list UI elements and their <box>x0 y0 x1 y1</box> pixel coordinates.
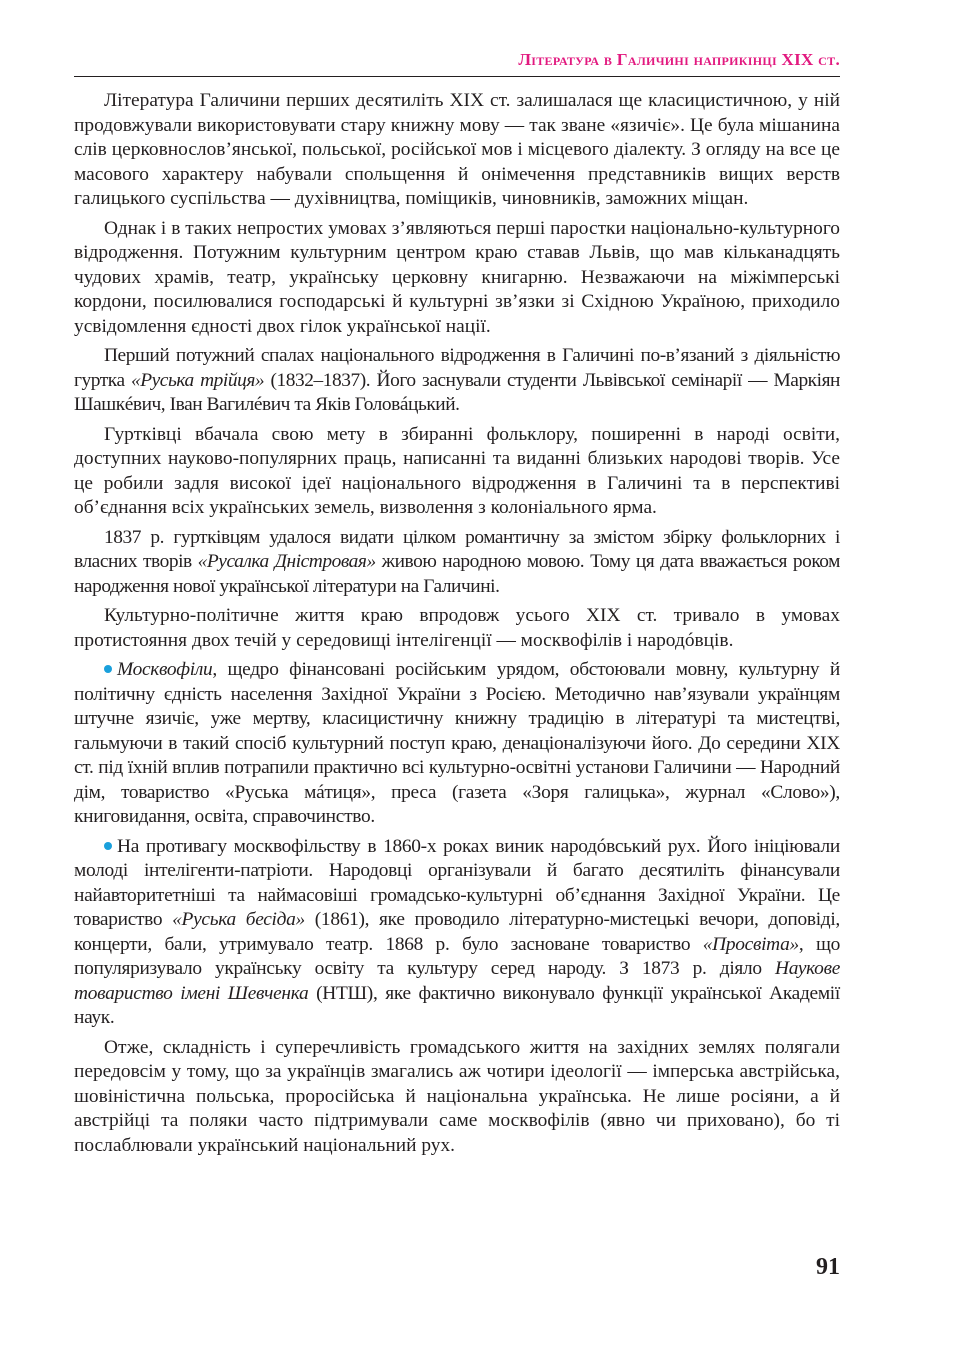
moskvofily-term: Москвофіли <box>117 659 213 680</box>
header-divider <box>74 76 840 77</box>
paragraph-3 <box>74 344 840 418</box>
page-body <box>74 89 840 1163</box>
paragraph-4: Гуртківці вбачала свою мету в збиранні фольклору, поширенні в народі освіти, доступних науково-популярних праць, написанні та виданні близьких народові творів. Усе це робили задля високої ідеї національного відродження в Галичині та в перспективі об’єднання всіх українських земель, визволення з колоніального ярма. <box>74 423 840 518</box>
paragraph-moskvofily <box>74 658 840 830</box>
paragraph-6: Культурно-політичне життя краю впродовж усього XIX ст. тривало в умовах протистояння двох течій у середовищі інтелігенції — москвофілів і народóвців. <box>74 605 840 651</box>
paragraph-1: Література Галичини перших десятиліть XIX ст. залишалася ще класицистичною, у ній продовжували використовувати стару книжну мову — так зване «язичіє». Це була мішанина слів церковнослов’янської, польської, російської мов і місцевого діалекту. З огляду на все це масового характеру набували спольщення й онімечення представників вищих верств галицького суспільства — духівництва, поміщиків, чиновників, заможних міщан. <box>74 90 840 209</box>
running-header: Література в Галичині наприкінці XIX ст. <box>518 50 840 69</box>
paragraph-5-text-end: живою народною мовою. Тому ця дата вважається роком народження нової української літератури на Галичині. <box>74 551 840 597</box>
bullet-icon <box>104 842 112 850</box>
paragraph-narodovtsi-text-mid2: , що популяризувало українську освіту та культуру серед народу. З 1873 р. діяло <box>74 933 841 979</box>
paragraph-moskvofily-text: , щедро фінансовані російським урядом, обстоювали мовну, культурну й політичну єдність населення Західної України з Росією. Методично нав’язували українцям штучне язичіє, уже мертву, класицистичну книжну традицію в літературі та мистецтві, гальмуючи в такий спосіб культурний поступ краю, денаціоналізуючи його. До середини XIX ст. під їхній вплив потрапили практично всі культурно-освітні установи Галичини — Народний дім, товариство «Руська мáтиця», преса (газета «Зоря галицька», журнал «Слово»), книговидання, освіта, справочинство. <box>74 659 840 827</box>
paragraph-narodovtsi-text-end: (НТШ), яке фактично виконувало функції української Академії наук. <box>74 982 840 1028</box>
prosvita-title: «Просвіта» <box>702 933 799 955</box>
paragraph-3-text: Перший потужний спалах національного відродження в Галичині по-в’язаний з діяльністю гуртка <box>74 345 840 391</box>
paragraph-5 <box>74 526 840 600</box>
ruska-beseda-title: «Руська бесіда» <box>172 909 305 930</box>
ruska-triytsia-title: «Руська трійця» <box>131 369 265 391</box>
paragraph-narodovtsi <box>74 835 840 1031</box>
bullet-icon <box>104 665 112 673</box>
paragraph-narodovtsi-text: На противагу москвофільству в 1860-х роках виник народóвський рух. Його ініціювали молоді інтелігенти-патріоти. Народовці організували й багато десятиліть фінансували найавторитетніші та наймасовіші громадсько-культурні об’єднання Західної України. Це товариство <box>74 835 840 930</box>
paragraph-2: Однак і в таких непростих умовах з’являються перші паростки національно-культурного відродження. Потужним культурним центром краю ставав Львів, що мав кільканадцять чудових храмів, театр, українську церковну книгарню. Незважаючи на міжімперські кордони, посилювалися господарські й культурні зв’язки зі Східною Україною, приходило усвідомлення єдності двох гілок української нації. <box>74 217 840 337</box>
paragraph-3-text-end: (1832–1837). Його заснували студенти Львівської семінарії — Маркіян Шашкéвич, Іван Вагилéвич та Яків Головáцький. <box>74 369 840 415</box>
paragraph-narodovtsi-text-mid: (1861), яке проводило літературно-мистецькі вечори, доповіді, концерти, бали, утримувало театр. 1868 р. було засноване товариство <box>74 909 840 955</box>
rusalka-dnistrovaya-title: «Русалка Дністровая» <box>197 551 376 572</box>
page-number: 91 <box>816 1254 840 1280</box>
ntsh-title: Наукове товариство імені Шевченка <box>74 958 840 1004</box>
paragraph-5-text: 1837 р. гуртківцям удалося видати цілком романтичну за змістом збірку фольклорних і власних творів <box>74 526 840 572</box>
paragraph-conclusion: Отже, складність і суперечливість громадського життя на західних землях полягали передовсім у тому, що за українців змагались аж чотири ідеології — імперська австрійська, шовіністична польська, проросійська й національна українська. Не лише росіяни, а й австрійці та поляки часто підтримували саме москвофілів (явно чи приховано), бо ті послаблювали український національний рух. <box>74 1036 840 1156</box>
